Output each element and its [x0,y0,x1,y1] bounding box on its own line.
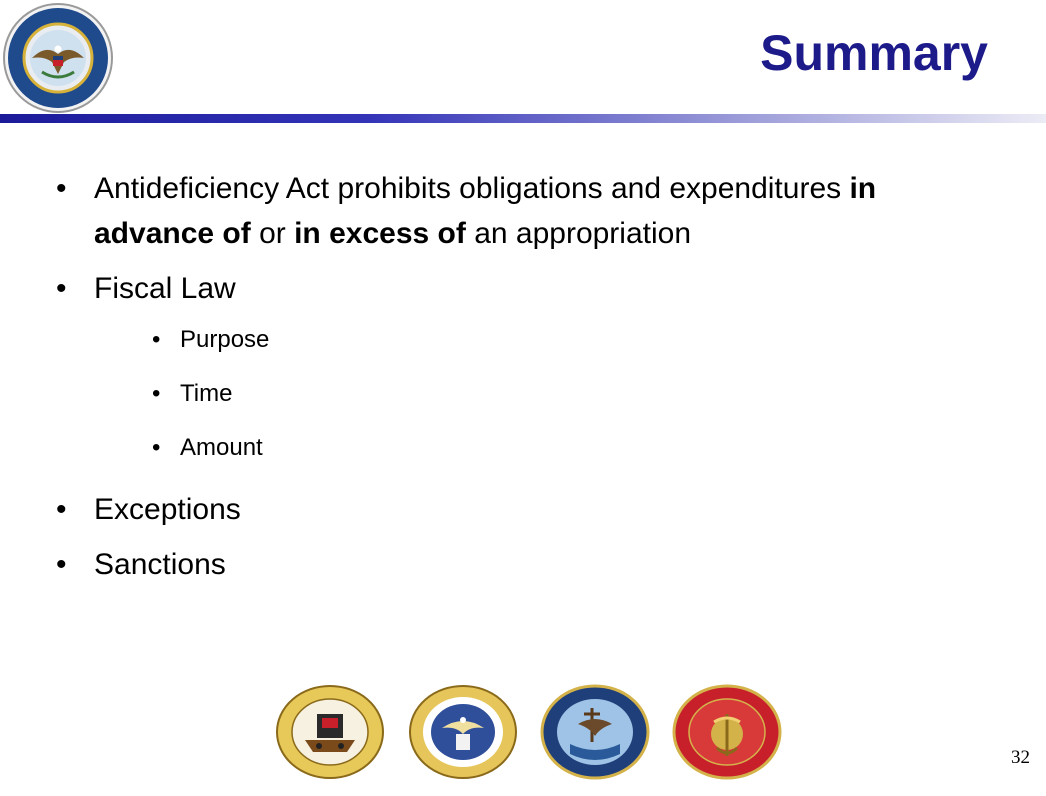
marine-corps-seal-logo [672,684,782,780]
sub-bullet-amount: • Amount [152,433,996,463]
bullet-list [56,166,996,587]
air-force-seal-logo [408,684,518,780]
bullet-antideficiency-act: • Antideficiency Act prohibits obligations and expenditures in advance of or in excess of an appropriation [56,166,996,256]
bullet-list-container [56,166,996,597]
fiscal-law-sublist [94,325,996,463]
service-seals [275,684,785,780]
dod-seal-logo [2,2,114,114]
navy-seal-logo [540,684,650,780]
sub-bullet-purpose: • Purpose [152,325,996,355]
army-seal-logo [275,684,385,780]
sub-bullet-time: • Time [152,379,996,409]
bullet-fiscal-law: • Fiscal Law • Purpose • Time • Amount [56,266,996,463]
header-rule [0,114,1046,123]
page-number: 32 [1011,747,1030,768]
bullet-exceptions: • Exceptions [56,487,996,532]
bullet-sanctions: • Sanctions [56,542,996,587]
slide-title: Summary [760,25,988,81]
